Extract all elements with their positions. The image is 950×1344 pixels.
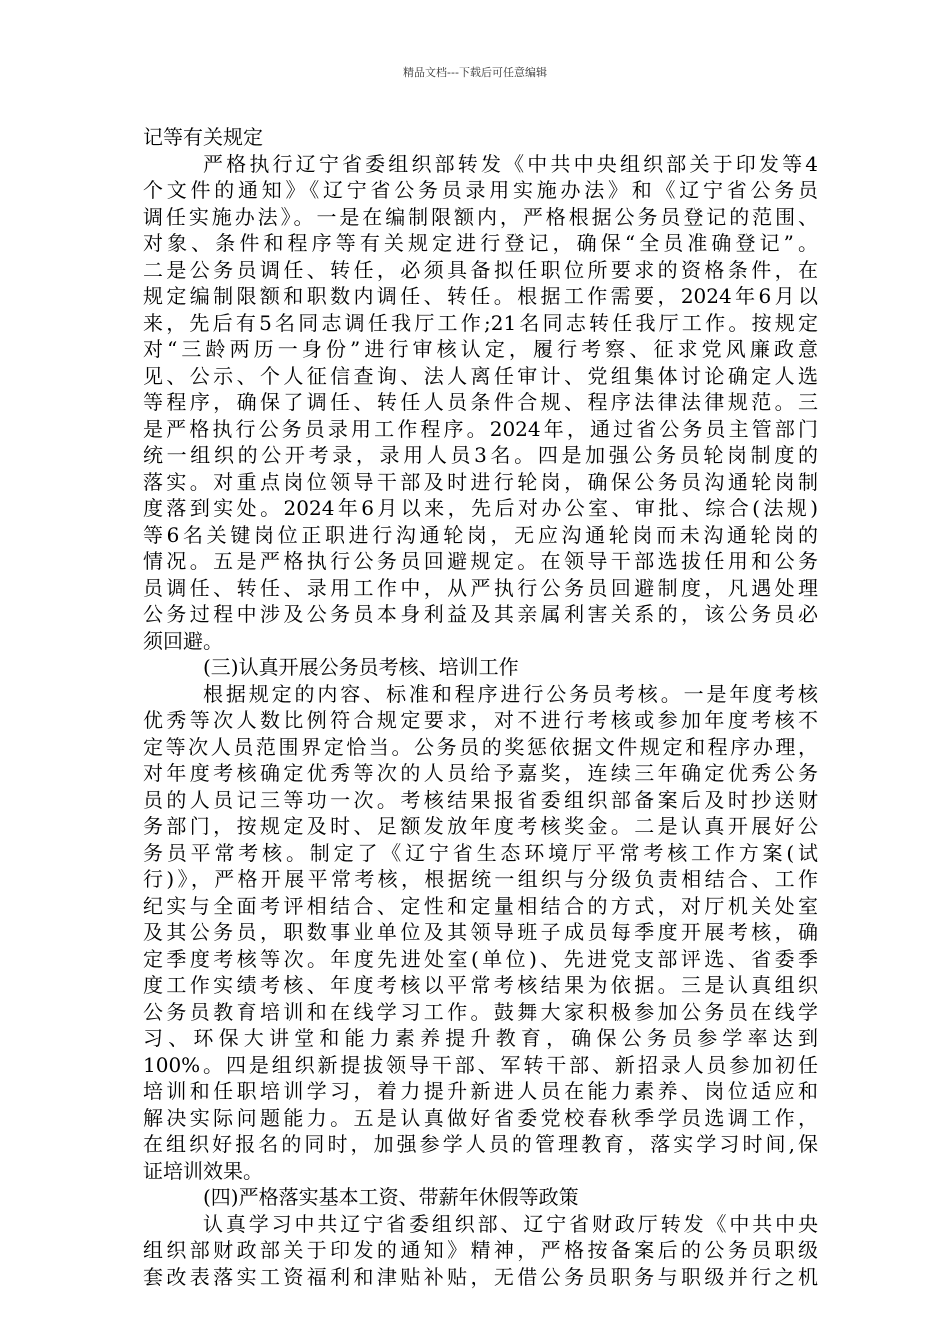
text-line: 须回避。 bbox=[143, 628, 223, 653]
text-line: 来，先后有5名同志调任我厅工作;21名同志转任我厅工作。按规定 bbox=[143, 310, 818, 335]
text-line: 对“三龄两历一身份”进行审核认定，履行考察、征求党风廉政意 bbox=[143, 337, 818, 361]
text-line: 100%。四是组织新提拔领导干部、军转干部、新招录人员参加初任 bbox=[143, 1052, 818, 1077]
text-line: 解决实际问题能力。五是认真做好省委党校春秋季学员选调工作， bbox=[143, 1105, 818, 1130]
text-line: 是严格执行公务员录用工作程序。2024年，通过省公务员主管部门 bbox=[143, 416, 818, 441]
text-line: 组织部财政部关于印发的通知》精神，严格按备案后的公务员职级 bbox=[143, 1238, 818, 1262]
text-line: 培训和任职培训学习，着力提升新进人员在能力素养、岗位适应和 bbox=[143, 1079, 818, 1103]
text-line: 对象、条件和程序等有关规定进行登记，确保“全员准确登记”。 bbox=[143, 231, 818, 255]
text-line: 公务过程中涉及公务员本身利益及其亲属利害关系的，该公务员必 bbox=[143, 602, 818, 626]
text-line: 统一组织的公开考录，录用人员3名。四是加强公务员轮岗制度的 bbox=[143, 443, 818, 467]
text-line: 调任实施办法》。一是在编制限额内，严格根据公务员登记的范围、 bbox=[143, 204, 818, 229]
text-line: 等程序，确保了调任、转任人员条件合规、程序法律法律规范。三 bbox=[143, 390, 818, 414]
text-line: 务员平常考核。制定了《辽宁省生态环境厅平常考核工作方案(试 bbox=[143, 840, 818, 865]
text-line: 习、环保大讲堂和能力素养提升教育，确保公务员参学率达到 bbox=[143, 1026, 818, 1050]
text-line: 纪实与全面考评相结合、定性和定量相结合的方式，对厅机关处室 bbox=[143, 893, 818, 918]
text-line: 落实。对重点岗位领导干部及时进行轮岗，确保公务员沟通轮岗制 bbox=[143, 469, 818, 494]
text-line: 优秀等次人数比例符合规定要求，对不进行考核或参加年度考核不 bbox=[143, 708, 818, 732]
page-header: 精品文档---下载后可任意编辑 bbox=[403, 66, 547, 79]
text-line: 行)》，严格开展平常考核，根据统一组织与分级负责相结合、工作 bbox=[143, 867, 818, 891]
text-line: 个文件的通知》《辽宁省公务员录用实施办法》和《辽宁省公务员 bbox=[143, 178, 818, 202]
text-line: 证培训效果。 bbox=[143, 1158, 263, 1183]
text-line: 等6名关键岗位正职进行沟通轮岗，无应沟通轮岗而未沟通轮岗的 bbox=[143, 522, 818, 547]
text-line: (三)认真开展公务员考核、培训工作 bbox=[203, 655, 519, 679]
text-line: 规定编制限额和职数内调任、转任。根据工作需要，2024年6月以 bbox=[143, 284, 818, 308]
text-line: 定季度考核等次。年度先进处室(单位)、先进党支部评选、省委季 bbox=[143, 946, 818, 971]
text-line: 务部门，按规定及时、足额发放年度考核奖金。二是认真开展好公 bbox=[143, 814, 818, 838]
text-line: 情况。五是严格执行公务员回避规定。在领导干部选拔任用和公务 bbox=[143, 549, 818, 573]
text-line: 员调任、转任、录用工作中，从严执行公务员回避制度，凡遇处理 bbox=[143, 575, 818, 600]
text-line: 公务员教育培训和在线学习工作。鼓舞大家积极参加公务员在线学 bbox=[143, 999, 818, 1024]
text-line: 记等有关规定 bbox=[143, 125, 263, 149]
text-line: 度工作实绩考核、年度考核以平常考核结果为依据。三是认真组织 bbox=[143, 973, 818, 997]
text-line: 及其公务员，职数事业单位及其领导班子成员每季度开展考核，确 bbox=[143, 920, 818, 944]
text-line: 见、公示、个人征信查询、法人离任审计、党组集体讨论确定人选 bbox=[143, 363, 818, 388]
text-line: 在组织好报名的同时，加强参学人员的管理教育，落实学习时间,保 bbox=[143, 1132, 818, 1156]
text-line: 对年度考核确定优秀等次的人员给予嘉奖，连续三年确定优秀公务 bbox=[143, 761, 818, 785]
text-line: (四)严格落实基本工资、带薪年休假等政策 bbox=[203, 1185, 579, 1209]
text-line: 根据规定的内容、标准和程序进行公务员考核。一是年度考核 bbox=[203, 681, 818, 706]
text-line: 严格执行辽宁省委组织部转发《中共中央组织部关于印发等4 bbox=[203, 151, 818, 176]
text-line: 定等次人员范围界定恰当。公务员的奖惩依据文件规定和程序办理， bbox=[143, 734, 818, 759]
text-line: 套改表落实工资福利和津贴补贴，无借公务员职务与职级并行之机 bbox=[143, 1264, 818, 1289]
document-body bbox=[143, 124, 818, 1290]
text-line: 度落到实处。2024年6月以来，先后对办公室、审批、综合(法规) bbox=[143, 496, 818, 520]
text-line: 员的人员记三等功一次。考核结果报省委组织部备案后及时抄送财 bbox=[143, 787, 818, 812]
text-line: 认真学习中共辽宁省委组织部、辽宁省财政厅转发《中共中央 bbox=[203, 1211, 818, 1236]
text-line: 二是公务员调任、转任，必须具备拟任职位所要求的资格条件，在 bbox=[143, 257, 818, 282]
